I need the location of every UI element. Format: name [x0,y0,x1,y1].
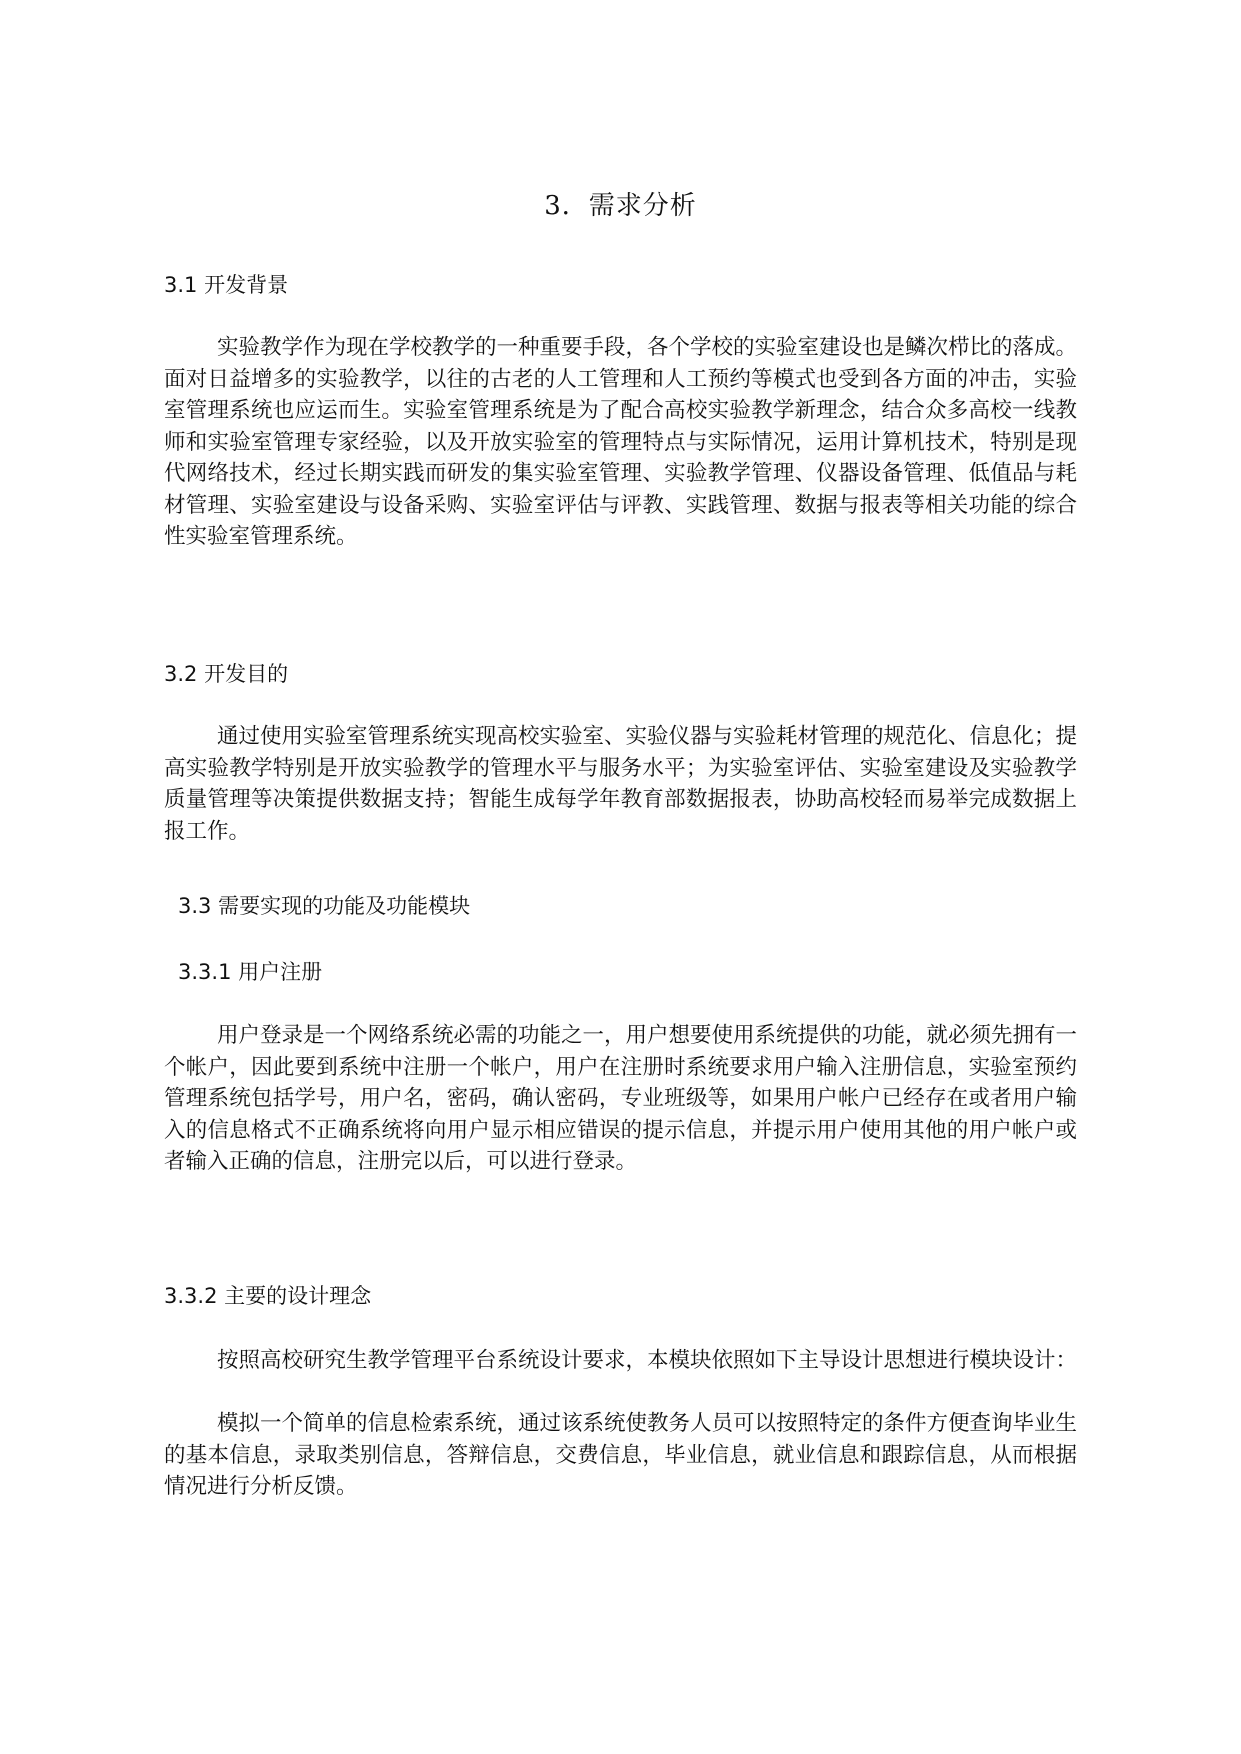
section-paragraph-3-3-2-a: 按照高校研究生教学管理平台系统设计要求，本模块依照如下主导设计思想进行模块设计： [217,1348,1078,1373]
section-paragraph-3-2: 通过使用实验室管理系统实现高校实验室、实验仪器与实验耗材管理的规范化、信息化；提高实验教学特别是开放实验教学的管理水平与服务水平；为实验室评估、实验室建设及实验教学质量管理等决策提供数据支持；智能生成每学年教育部数据报表，协助高校轻而易举完成数据上报工作。 [164,724,1078,844]
section-heading-3-1: 3.1 开发背景 [164,273,289,297]
section-paragraph-3-3-1: 用户登录是一个网络系统必需的功能之一，用户想要使用系统提供的功能，就必须先拥有一个帐户，因此要到系统中注册一个帐户，用户在注册时系统要求用户输入注册信息，实验室预约管理系统包括学号，用户名，密码，确认密码，专业班级等，如果用户帐户已经存在或者用户输入的信息格式不正确系统将向用户显示相应错误的提示信息，并提示用户使用其他的用户帐户或者输入正确的信息，注册完以后，可以进行登录。 [164,1023,1078,1174]
chapter-title: 3．需求分析 [544,191,697,221]
section-paragraph-3-3-2-b: 模拟一个简单的信息检索系统，通过该系统使教务人员可以按照特定的条件方便查询毕业生的基本信息，录取类别信息，答辩信息，交费信息，毕业信息，就业信息和跟踪信息，从而根据情况进行分析反馈。 [164,1411,1078,1499]
section-heading-3-3-2: 3.3.2 主要的设计理念 [164,1284,372,1308]
section-paragraph-3-1: 实验教学作为现在学校教学的一种重要手段，各个学校的实验室建设也是鳞次栉比的落成。面对日益增多的实验教学，以往的古老的人工管理和人工预约等模式也受到各方面的冲击，实验室管理系统也应运而生。实验室管理系统是为了配合高校实验教学新理念，结合众多高校一线教师和实验室管理专家经验，以及开放实验室的管理特点与实际情况，运用计算机技术，特别是现代网络技术，经过长期实践而研发的集实验室管理、实验教学管理、仪器设备管理、低值品与耗材管理、实验室建设与设备采购、实验室评估与评教、实践管理、数据与报表等相关功能的综合性实验室管理系统。 [164,335,1078,549]
section-heading-3-3: 3.3 需要实现的功能及功能模块 [178,894,471,918]
section-heading-3-3-1: 3.3.1 用户注册 [178,960,323,984]
section-heading-3-2: 3.2 开发目的 [164,662,289,686]
